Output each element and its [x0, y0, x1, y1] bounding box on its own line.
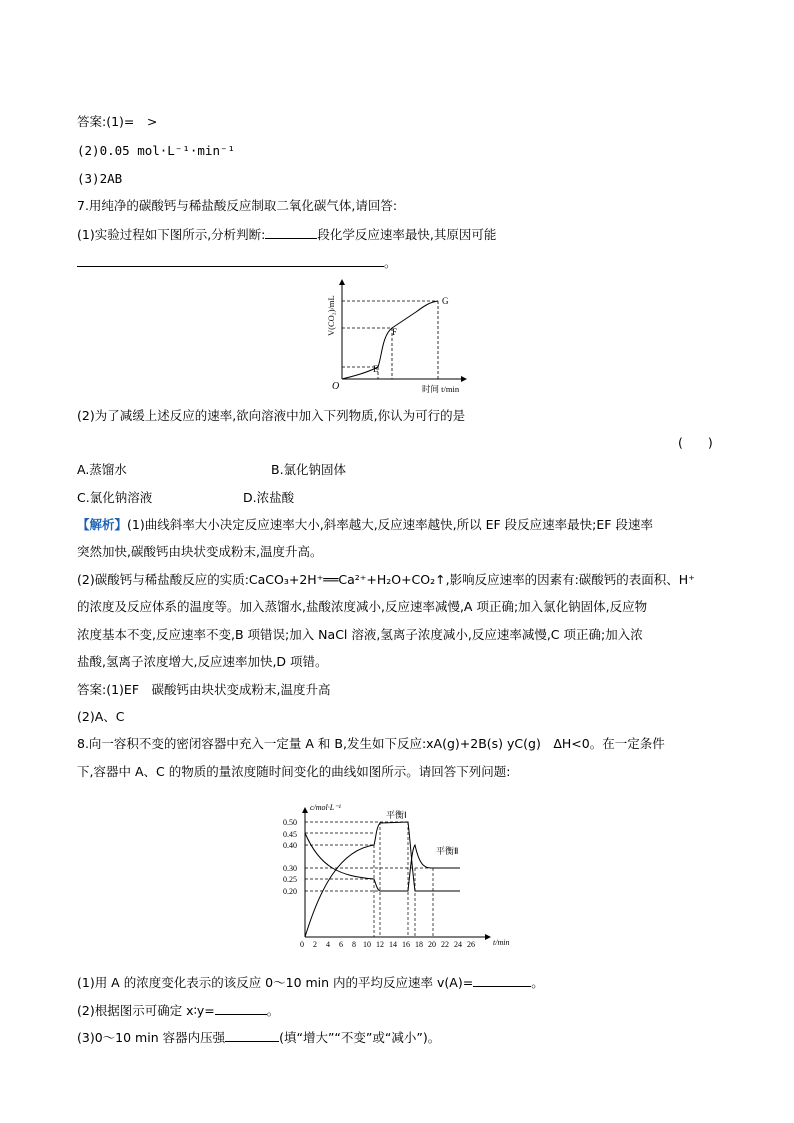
q8-part2-text: (2)根据图示可确定 x∶y= [77, 1003, 215, 1018]
fig2-curve-a [305, 833, 460, 891]
figure-co2-volume-vs-time [318, 276, 483, 396]
fig2-xtick-10: 10 [363, 940, 371, 949]
fig2-equilibrium-2: 平衡Ⅱ [436, 846, 459, 856]
fig2-xtick-0: 0 [300, 940, 304, 949]
q7-blank-1[interactable] [265, 225, 317, 239]
q7-analysis-3: (2)碳酸钙与稀盐酸反应的实质:CaCO₃+2H⁺══Ca²⁺+H₂O+CO₂↑,影响反应速率的因素有:碳酸钙的表面积、H⁺ [77, 572, 695, 587]
prev-answer-3: (3)2AB [77, 171, 123, 186]
fig2-y-ticks [283, 818, 297, 896]
q7-analysis-1 [77, 516, 653, 534]
q7-blank-2[interactable] [77, 253, 384, 267]
fig1-curve [342, 301, 438, 379]
q8-part1-text: (1)用 A 的浓度变化表示的该反应 0～10 min 内的平均反应速率 v(A)= [77, 975, 474, 990]
fig2-xtick-8: 8 [352, 940, 356, 949]
fig2-y-label: c/mol·L⁻¹ [310, 803, 341, 812]
fig2-ytick-050: 0.50 [283, 818, 297, 827]
q7-part1-text-a: (1)实验过程如下图所示,分析判断: [77, 227, 266, 242]
fig2-xtick-6: 6 [339, 940, 343, 949]
fig1-point-g: G [442, 296, 449, 306]
q7-answer-1: 答案:(1)EF 碳酸钙由块状变成粉末,温度升高 [77, 682, 331, 697]
analysis-text-1: (1)曲线斜率大小决定反应速率大小,斜率越大,反应速率越快,所以 EF 段反应速率最快;EF 段速率 [127, 517, 653, 532]
fig1-point-e: E [373, 364, 379, 374]
q8-blank-1[interactable] [473, 973, 531, 987]
fig2-xtick-4: 4 [326, 940, 330, 949]
q8-part1 [77, 973, 544, 992]
q7-analysis-4: 的浓度及反应体系的温度等。加入蒸馏水,盐酸浓度减小,反应速率减慢,A 项正确;加入氯化钠固体,反应物 [77, 599, 648, 614]
fig2-ytick-040: 0.40 [283, 841, 297, 850]
fig1-origin-label: O [332, 381, 340, 392]
q8-part2-end: 。 [266, 1003, 280, 1018]
fig2-xtick-14: 14 [389, 940, 397, 949]
q8-part3-end: (填“增大”“不变”或“减小”)。 [279, 1030, 441, 1045]
q8-blank-3[interactable] [225, 1028, 279, 1042]
q7-analysis-6: 盐酸,氢离子浓度增大,反应速率加快,D 项错。 [77, 654, 328, 669]
q8-part1-end: 。 [531, 975, 544, 990]
q8-part3 [77, 1028, 440, 1047]
q8-stem-1: 8.向一容积不变的密闭容器中充入一定量 A 和 B,发生如下反应:xA(g)+2B(s) yC(g) ΔH<0。在一定条件 [77, 736, 665, 751]
q8-blank-2[interactable] [215, 1001, 267, 1015]
fig2-ytick-020: 0.20 [283, 887, 297, 896]
q7-part1-cont [77, 253, 397, 272]
analysis-tag: 【解析】 [77, 517, 128, 532]
fig1-point-f: F [392, 327, 398, 337]
fig2-xtick-22: 22 [441, 940, 449, 949]
q7-part1-text-b: 段化学反应速率最快,其原因可能 [317, 227, 497, 242]
fig2-xtick-2: 2 [313, 940, 317, 949]
prev-answer-1: 答案:(1)= > [77, 114, 158, 129]
q8-part2 [77, 1001, 279, 1020]
q7-part1 [77, 225, 496, 244]
fig1-x-label: 时间 t/min [422, 384, 460, 394]
fig2-xtick-16: 16 [402, 940, 410, 949]
figure-concentration-vs-time [280, 798, 520, 956]
q7-option-a: A.蒸馏水 [77, 462, 127, 477]
q7-part1-text-c: 。 [384, 255, 397, 270]
q7-option-b: B.氯化钠固体 [271, 462, 347, 477]
q7-option-c: C.氯化钠溶液 [77, 490, 153, 505]
fig2-ytick-045: 0.45 [283, 830, 297, 839]
fig2-xtick-18: 18 [415, 940, 423, 949]
fig2-ytick-025: 0.25 [283, 875, 297, 884]
q7-answer-2: (2)A、C [77, 709, 125, 724]
fig2-x-label: t/min [493, 938, 510, 947]
q7-answer-paren[interactable]: ( ) [678, 435, 713, 450]
fig2-equilibrium-1: 平衡Ⅰ [386, 810, 407, 820]
q7-part2: (2)为了减缓上述反应的速率,欲向溶液中加入下列物质,你认为可行的是 [77, 408, 466, 423]
prev-answer-2: (2)0.05 mol·L⁻¹·min⁻¹ [77, 143, 236, 158]
q7-option-d: D.浓盐酸 [243, 490, 295, 505]
q7-analysis-5: 浓度基本不变,反应速率不变,B 项错误;加入 NaCl 溶液,氢离子浓度减小,反应速率减慢,C 项正确;加入浓 [77, 627, 643, 642]
fig2-x-ticks [300, 940, 475, 949]
fig2-xtick-26: 26 [467, 940, 475, 949]
fig2-ytick-030: 0.30 [283, 864, 297, 873]
q8-part3-text: (3)0～10 min 容器内压强 [77, 1030, 226, 1045]
q7-analysis-2: 突然加快,碳酸钙由块状变成粉末,温度升高。 [77, 544, 323, 559]
fig2-xtick-12: 12 [376, 940, 384, 949]
fig2-xtick-24: 24 [454, 940, 462, 949]
q8-stem-2: 下,容器中 A、C 的物质的量浓度随时间变化的曲线如图所示。请回答下列问题: [77, 764, 511, 779]
q7-stem: 7.用纯净的碳酸钙与稀盐酸反应制取二氧化碳气体,请回答: [77, 198, 398, 213]
fig2-curve-c [305, 822, 460, 937]
fig2-xtick-20: 20 [428, 940, 436, 949]
fig1-y-label: V(CO₂)/mL [326, 295, 336, 336]
